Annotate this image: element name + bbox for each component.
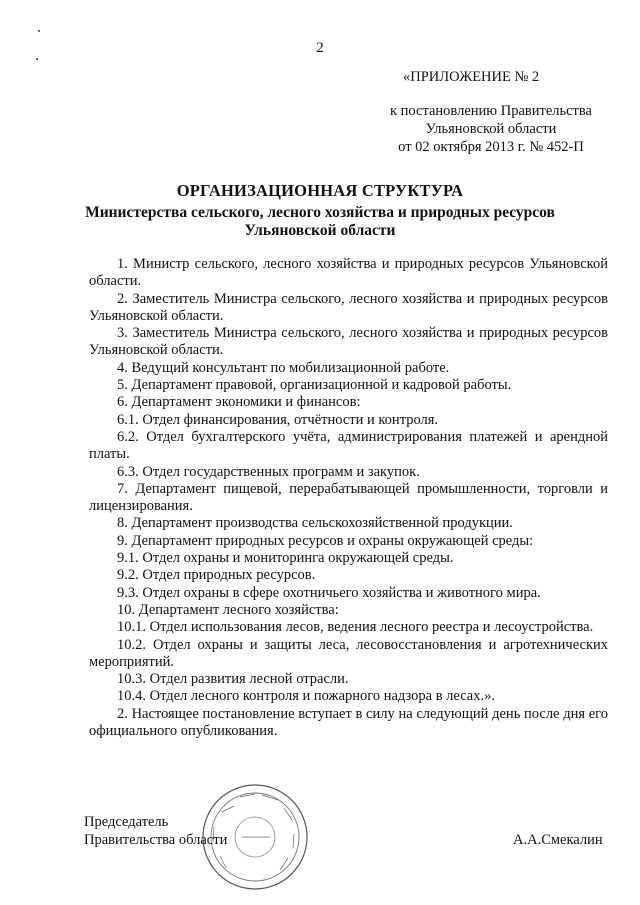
list-item: 2. Заместитель Министра сельского, лесного хозяйства и природных ресурсов Ульяновской области. xyxy=(89,290,608,324)
reference-line: Ульяновской области xyxy=(425,121,557,137)
list-item: 6.3. Отдел государственных программ и закупок. xyxy=(117,463,420,480)
list-item: 9.2. Отдел природных ресурсов. xyxy=(117,567,316,584)
list-item: 1. Министр сельского, лесного хозяйства и природных ресурсов Ульяновской области. xyxy=(89,256,608,290)
list-item: 6. Департамент экономики и финансов: xyxy=(117,394,361,411)
signer-name: А.А.Смекалин xyxy=(513,832,603,848)
list-item: 10.4. Отдел лесного контроля и пожарного надзора в лесах.». xyxy=(117,688,495,705)
list-item: 10.3. Отдел развития лесной отрасли. xyxy=(117,671,349,688)
list-item: 4. Ведущий консультант по мобилизационной работе. xyxy=(117,359,450,376)
list-item: 6.2. Отдел бухгалтерского учёта, администрирования платежей и арендной платы. xyxy=(89,428,608,463)
reference-line: от 02 октября 2013 г. № 452-П xyxy=(398,139,584,155)
list-item: 9. Департамент природных ресурсов и охраны окружающей среды: xyxy=(117,532,534,549)
signer-title-line: Правительства области xyxy=(84,831,228,848)
document-title: ОРГАНИЗАЦИОННАЯ СТРУКТУРА xyxy=(176,181,464,200)
reference-line: к постановлению Правительства xyxy=(390,103,592,119)
list-item: 6.1. Отдел финансирования, отчётности и контроля. xyxy=(117,411,439,428)
list-item: 5. Департамент правовой, организационной и кадровой работы. xyxy=(117,377,512,394)
structure-list xyxy=(89,256,608,740)
list-item: 10.1. Отдел использования лесов, ведения лесного реестра и лесоустройства. xyxy=(117,619,594,636)
signer-title-line: Председатель xyxy=(84,814,169,830)
list-item: 9.1. Отдел охраны и мониторинга окружающей среды. xyxy=(117,550,454,567)
list-item: 8. Департамент производства сельскохозяйственной продукции. xyxy=(117,515,513,532)
subtitle-line: Министерства сельского, лесного хозяйства и природных ресурсов xyxy=(85,204,555,221)
appendix-label: «ПРИЛОЖЕНИЕ № 2 xyxy=(403,69,540,85)
list-item: 9.3. Отдел охраны в сфере охотничьего хозяйства и животного мира. xyxy=(117,584,541,601)
scan-mark xyxy=(36,58,38,60)
signer-title xyxy=(84,814,227,849)
effective-clause: 2. Настоящее постановление вступает в силу на следующий день после дня его официального опубликования. xyxy=(89,705,608,740)
list-item: 10.2. Отдел охраны и защиты леса, лесовосстановления и агротехнических мероприятий. xyxy=(89,636,608,670)
scan-mark xyxy=(38,30,40,32)
subtitle-line: Ульяновской области xyxy=(244,222,396,239)
list-item: 10. Департамент лесного хозяйства: xyxy=(117,601,339,618)
page-number: 2 xyxy=(316,40,324,56)
list-item: 3. Заместитель Министра сельского, лесного хозяйства и природных ресурсов Ульяновской области. xyxy=(89,325,608,359)
list-item: 7. Департамент пищевой, перерабатывающей промышленности, торговли и лицензирования. xyxy=(89,480,608,515)
resolution-reference xyxy=(366,102,616,156)
document-subtitle xyxy=(0,204,640,240)
